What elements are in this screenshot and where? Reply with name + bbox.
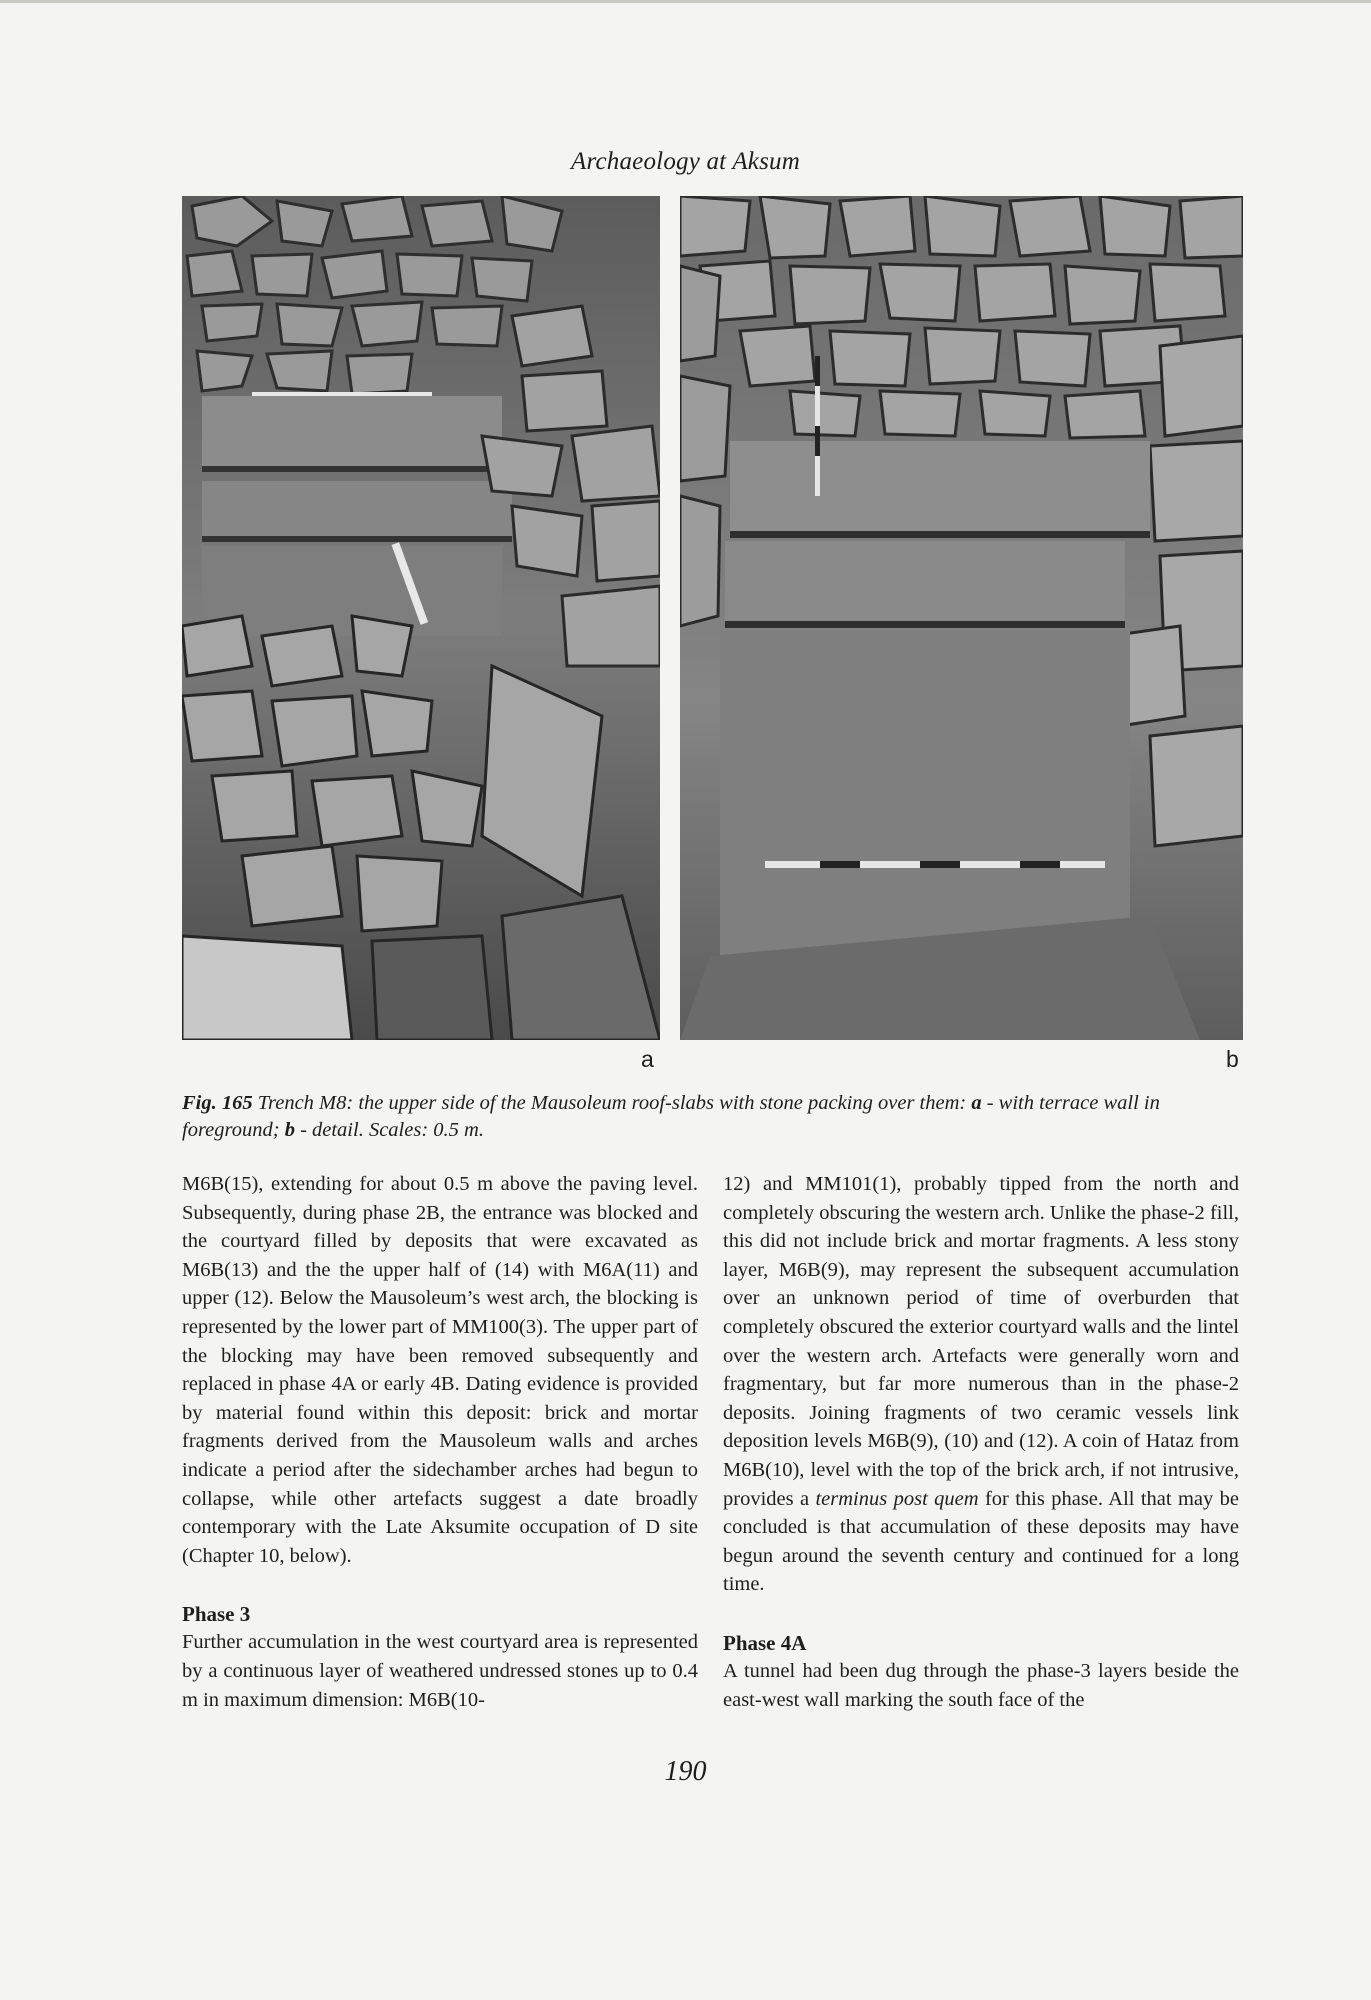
photo-a-image <box>182 196 660 1040</box>
caption-text-2: - with terrace wall in foreground; <box>182 1092 1160 1141</box>
body-paragraph: M6B(15), extending for about 0.5 m above the paving level. Subsequently, during phase 2B, the entrance was blocked and the courtyard filled by deposits that were excavated as M6B(13) and the the upper half of (14) with M6A(11) and upper (12). Below the Mausoleum’s west arch, the blocking is represented by the lower part of MM100(3). The upper part of the blocking may have been removed subsequently and replaced in phase 4A or early 4B. Dating evidence is provided by material found within this deposit: brick and mortar fragments derived from the Mausoleum walls and arches indicate a period after the sidechamber arches had begun to collapse, while other artefacts suggest a date broadly contemporary with the Late Aksumite occupation of D site (Chapter 10, below). <box>182 1173 698 1567</box>
caption-text-1: Trench M8: the upper side of the Mausoleum roof-slabs with stone packing over them: <box>252 1092 972 1114</box>
figure-number: Fig. 165 <box>182 1092 253 1114</box>
body-text: for this phase. All that may be concluded is that accumulation of these deposits may have begun around the seventh century and continued for a long time. <box>723 1487 1239 1596</box>
page-number: 190 <box>664 1756 707 1787</box>
section-heading-phase-4a: Phase 4A <box>723 1630 807 1655</box>
body-text: 12) and MM101(1), probably tipped from the north and completely obscuring the western arch. Unlike the phase-2 fill, this did not include brick and mortar fragments. A less stony layer, M6B(9), may represent the subsequent accumulation over an unknown period of time of overburden that completely obscured the exterior courtyard walls and the lintel over the western arch. Artefacts were generally worn and fragmentary, but far more numerous than in the phase-2 deposits. Joining fragments of two ceramic vessels link deposition levels M6B(9), (10) and (12). A coin of Hataz from M6B(10), level with the top of the brick arch, if not intrusive, provides a <box>723 1173 1239 1510</box>
running-head: Archaeology at Aksum <box>571 148 800 175</box>
body-paragraph: Further accumulation in the west courtyard area is represented by a continuous layer of weathered undressed stones up to 0.4 m in maximum dimension: M6B(10- <box>182 1631 698 1711</box>
caption-text-3: - detail. Scales: 0.5 m. <box>294 1119 484 1141</box>
top-rule <box>0 0 1371 3</box>
caption-label-b: b <box>284 1119 295 1141</box>
photo-a-trench-terrace-wall <box>182 196 660 1040</box>
photo-b-roof-slabs-detail <box>680 196 1243 1040</box>
figure-caption <box>182 1090 1202 1144</box>
right-column <box>723 1170 1239 1714</box>
plate-label-b: b <box>1226 1046 1239 1072</box>
plate-label-a: a <box>641 1046 654 1072</box>
body-paragraph: A tunnel had been dug through the phase-3 layers beside the east-west wall marking the south face of the <box>723 1659 1239 1711</box>
caption-label-a: a <box>971 1092 982 1114</box>
photo-b-image <box>680 196 1243 1040</box>
section-heading-phase-3: Phase 3 <box>182 1602 251 1627</box>
body-paragraph <box>723 1170 1239 1599</box>
italic-term: terminus post quem <box>815 1487 979 1510</box>
left-column <box>182 1170 698 1714</box>
